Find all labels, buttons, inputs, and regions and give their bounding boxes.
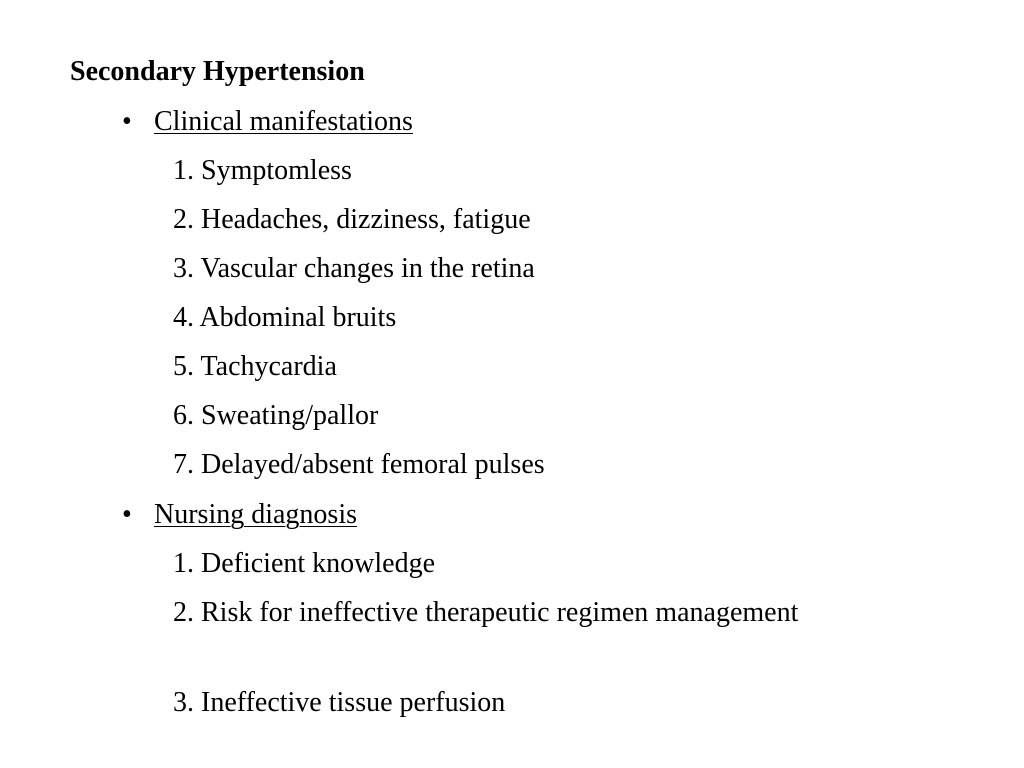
list-item: 1. Symptomless <box>173 155 352 186</box>
list-item: 7. Delayed/absent femoral pulses <box>173 449 545 480</box>
bullet-clinical-manifestations <box>122 102 413 142</box>
list-item: 6. Sweating/pallor <box>173 400 379 431</box>
bullet-dot-icon: • <box>122 106 132 137</box>
bullet-dot-icon: • <box>122 499 132 530</box>
list-item: 2. Headaches, dizziness, fatigue <box>173 204 531 235</box>
list-item: 5. Tachycardia <box>173 351 337 382</box>
list-item: 4. Abdominal bruits <box>173 302 397 333</box>
bullet-nursing-diagnosis <box>122 495 357 535</box>
list-item: 3. Vascular changes in the retina <box>173 253 535 284</box>
section-heading: Clinical manifestations <box>154 106 413 137</box>
section-heading: Nursing diagnosis <box>154 499 357 530</box>
slide-title: Secondary Hypertension <box>70 56 365 87</box>
list-item: 2. Risk for ineffective therapeutic regimen management <box>173 597 799 628</box>
list-item: 3. Ineffective tissue perfusion <box>173 687 506 718</box>
list-item: 1. Deficient knowledge <box>173 548 436 579</box>
